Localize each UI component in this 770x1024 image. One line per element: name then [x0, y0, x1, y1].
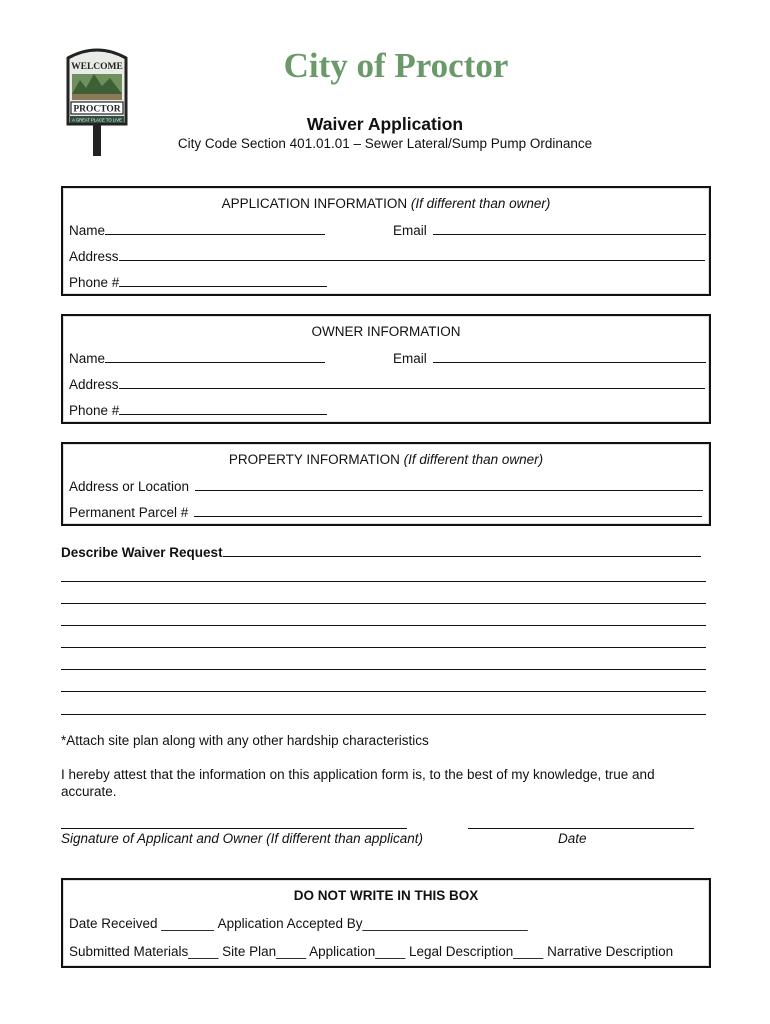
section-title: APPLICATION INFORMATION (If different than owner): [221, 196, 551, 211]
applicant-email-field[interactable]: Email: [393, 222, 706, 238]
waiver-line[interactable]: [61, 625, 706, 626]
section-title: PROPERTY INFORMATION (If different than owner): [228, 452, 544, 467]
form-subtitle: City Code Section 401.01.01 – Sewer Lateral/Sump Pump Ordinance: [177, 136, 593, 151]
waiver-line[interactable]: [61, 647, 706, 648]
property-address-line[interactable]: [195, 478, 703, 491]
waiver-line[interactable]: [61, 691, 706, 692]
svg-text:WELCOME: WELCOME: [71, 62, 123, 72]
waiver-request-line[interactable]: [223, 544, 701, 557]
applicant-phone-line[interactable]: [119, 274, 327, 287]
owner-email-line[interactable]: [433, 350, 706, 363]
section-title: OWNER INFORMATION: [311, 324, 461, 339]
applicant-email-line[interactable]: [433, 222, 706, 235]
applicant-phone-field[interactable]: Phone #: [69, 274, 327, 290]
city-title: City of Proctor: [283, 46, 509, 85]
signature-line[interactable]: [61, 828, 407, 829]
property-info-section: [61, 442, 711, 526]
owner-info-section: [61, 314, 711, 424]
waiver-line[interactable]: [61, 603, 706, 604]
owner-name-field[interactable]: Name: [69, 350, 325, 366]
form-title: Waiver Application: [306, 114, 464, 134]
property-parcel-field[interactable]: Permanent Parcel #: [69, 504, 702, 520]
office-use-section: [61, 878, 711, 968]
applicant-name-field[interactable]: Name: [69, 222, 325, 238]
applicant-address-line[interactable]: [119, 248, 705, 261]
application-info-section: [61, 186, 711, 296]
applicant-name-line[interactable]: [105, 222, 325, 235]
property-parcel-line[interactable]: [194, 504, 702, 517]
date-label: Date: [558, 831, 587, 846]
property-address-field[interactable]: Address or Location: [69, 478, 703, 494]
waiver-line[interactable]: [61, 581, 706, 582]
waiver-line[interactable]: [61, 714, 706, 715]
office-box-title: DO NOT WRITE IN THIS BOX: [293, 888, 479, 903]
waiver-request-field[interactable]: Describe Waiver Request: [61, 544, 701, 560]
attestation-text: I hereby attest that the information on this application form is, to the best of my knowledge, true and accurate.: [61, 767, 655, 799]
submitted-materials-row: Submitted Materials____ Site Plan____ Application____ Legal Description____ Narrative Description: [69, 944, 674, 959]
owner-email-field[interactable]: Email: [393, 350, 706, 366]
owner-address-field[interactable]: Address: [69, 376, 705, 392]
waiver-line[interactable]: [61, 669, 706, 670]
signature-label: Signature of Applicant and Owner (If different than applicant): [61, 831, 423, 846]
date-received-row: Date Received _______ Application Accepted By______________________: [69, 916, 528, 931]
owner-phone-line[interactable]: [119, 402, 327, 415]
svg-text:PROCTOR: PROCTOR: [73, 104, 121, 115]
owner-address-line[interactable]: [119, 376, 705, 389]
date-line[interactable]: [468, 828, 694, 829]
owner-name-line[interactable]: [105, 350, 325, 363]
applicant-address-field[interactable]: Address: [69, 248, 705, 264]
owner-phone-field[interactable]: Phone #: [69, 402, 327, 418]
svg-text:A GREAT PLACE TO LIVE: A GREAT PLACE TO LIVE: [72, 117, 122, 123]
attach-note: *Attach site plan along with any other hardship characteristics: [61, 733, 429, 748]
